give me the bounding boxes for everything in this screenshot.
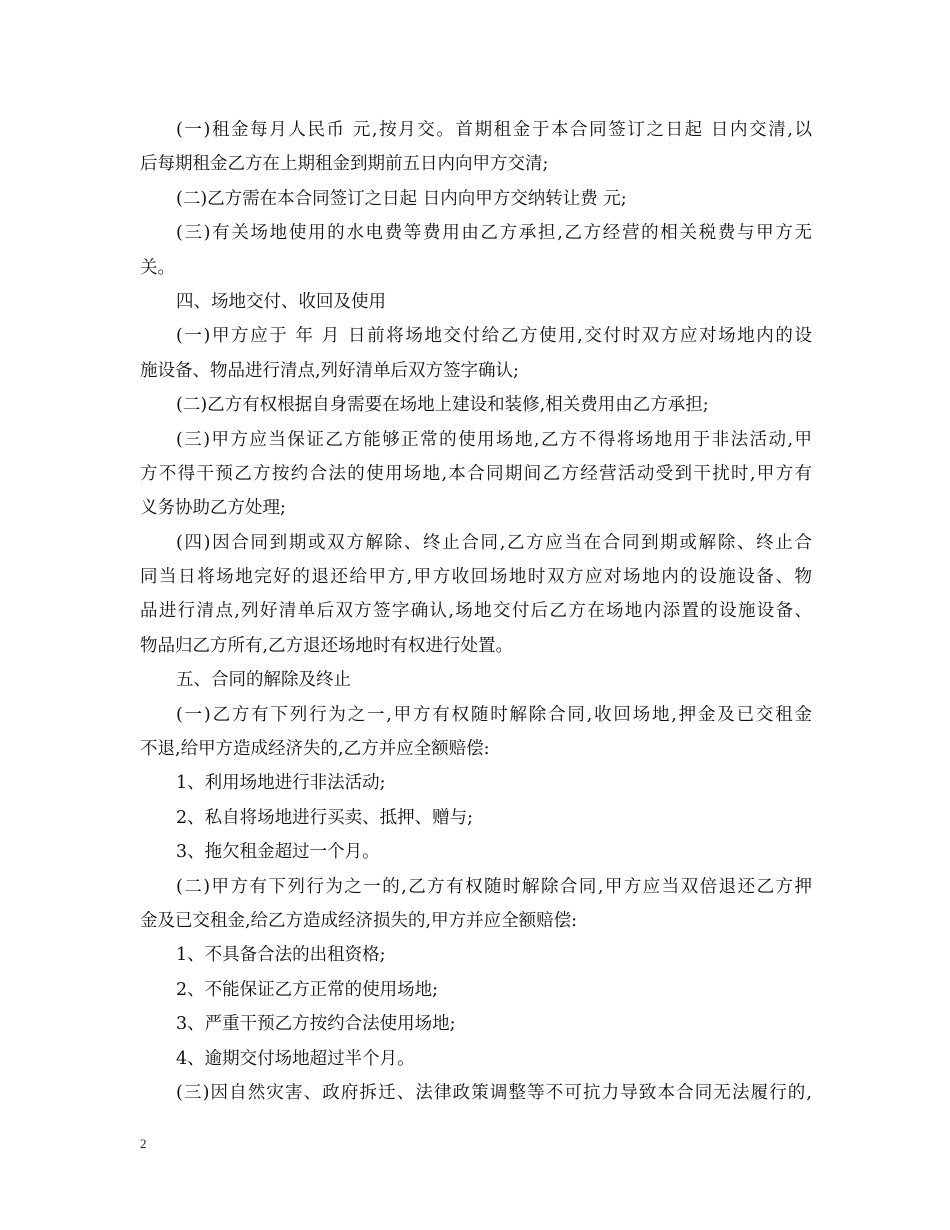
list-item: 2、私自将场地进行买卖、抵押、赠与; xyxy=(176,807,474,828)
page-number: 2 xyxy=(140,1136,147,1151)
list-item: 3、严重干预乙方按约合法使用场地; xyxy=(176,1014,456,1035)
paragraph-line: 不退,给甲方造成经济失的,乙方并应全额赔偿: xyxy=(140,739,490,760)
paragraph-line: (三)因自然灾害、政府拆迁、法律政策调整等不可抗力导致本合同无法履行的, xyxy=(176,1082,812,1103)
list-item: 2、不能保证乙方正常的使用场地; xyxy=(176,979,439,1000)
list-item: 4、逾期交付场地超过半个月。 xyxy=(176,1048,415,1069)
paragraph-line: 义务协助乙方处理; xyxy=(140,498,286,519)
paragraph-line: 品进行清点,列好清单后双方签字确认,场地交付后乙方在场地内添置的设施设备、 xyxy=(140,601,812,622)
list-item: 1、不具备合法的出租资格; xyxy=(176,945,386,966)
section-heading: 四、场地交付、收回及使用 xyxy=(176,291,386,312)
paragraph-line: (二)乙方有权根据自身需要在场地上建设和装修,相关费用由乙方承担; xyxy=(176,395,709,416)
paragraph-line: (一)租金每月人民币 元,按月交。首期租金于本合同签订之日起 日内交清,以 xyxy=(176,120,812,140)
paragraph-line: 后每期租金乙方在上期租金到期前五日内向甲方交清; xyxy=(140,154,549,175)
paragraph-line: (一)甲方应于 年 月 日前将场地交付给乙方使用,交付时双方应对场地内的设 xyxy=(176,326,812,347)
paragraph-line: 同当日将场地完好的退还给甲方,甲方收回场地时双方应对场地内的设施设备、物 xyxy=(140,567,812,588)
document-body xyxy=(140,113,812,1110)
paragraph-line: (一)乙方有下列行为之一,甲方有权随时解除合同,收回场地,押金及已交租金 xyxy=(176,704,812,725)
paragraph-line: 金及已交租金,给乙方造成经济损失的,甲方并应全额赔偿: xyxy=(140,910,578,931)
paragraph-line: (三)有关场地使用的水电费等费用由乙方承担,乙方经营的相关税费与甲方无 xyxy=(176,223,812,244)
paragraph-line: (二)甲方有下列行为之一的,乙方有权随时解除合同,甲方应当双倍退还乙方押 xyxy=(176,876,812,897)
list-item: 3、拖欠租金超过一个月。 xyxy=(176,842,380,863)
section-heading: 五、合同的解除及终止 xyxy=(176,670,351,691)
paragraph-line: (三)甲方应当保证乙方能够正常的使用场地,乙方不得将场地用于非法活动,甲 xyxy=(176,429,812,450)
paragraph-line: 关。 xyxy=(140,257,175,278)
paragraph-line: 方不得干预乙方按约合法的使用场地,本合同期间乙方经营活动受到干扰时,甲方有 xyxy=(140,463,812,484)
list-item: 1、利用场地进行非法活动; xyxy=(176,773,386,794)
paragraph-line: (二)乙方需在本合同签订之日起 日内向甲方交纳转让费 元; xyxy=(176,188,627,209)
paragraph-line: 施设备、物品进行清点,列好清单后双方签字确认; xyxy=(140,360,519,381)
paragraph-line: (四)因合同到期或双方解除、终止合同,乙方应当在合同到期或解除、终止合 xyxy=(176,532,812,553)
paragraph-line: 物品归乙方所有,乙方退还场地时有权进行处置。 xyxy=(140,635,514,656)
